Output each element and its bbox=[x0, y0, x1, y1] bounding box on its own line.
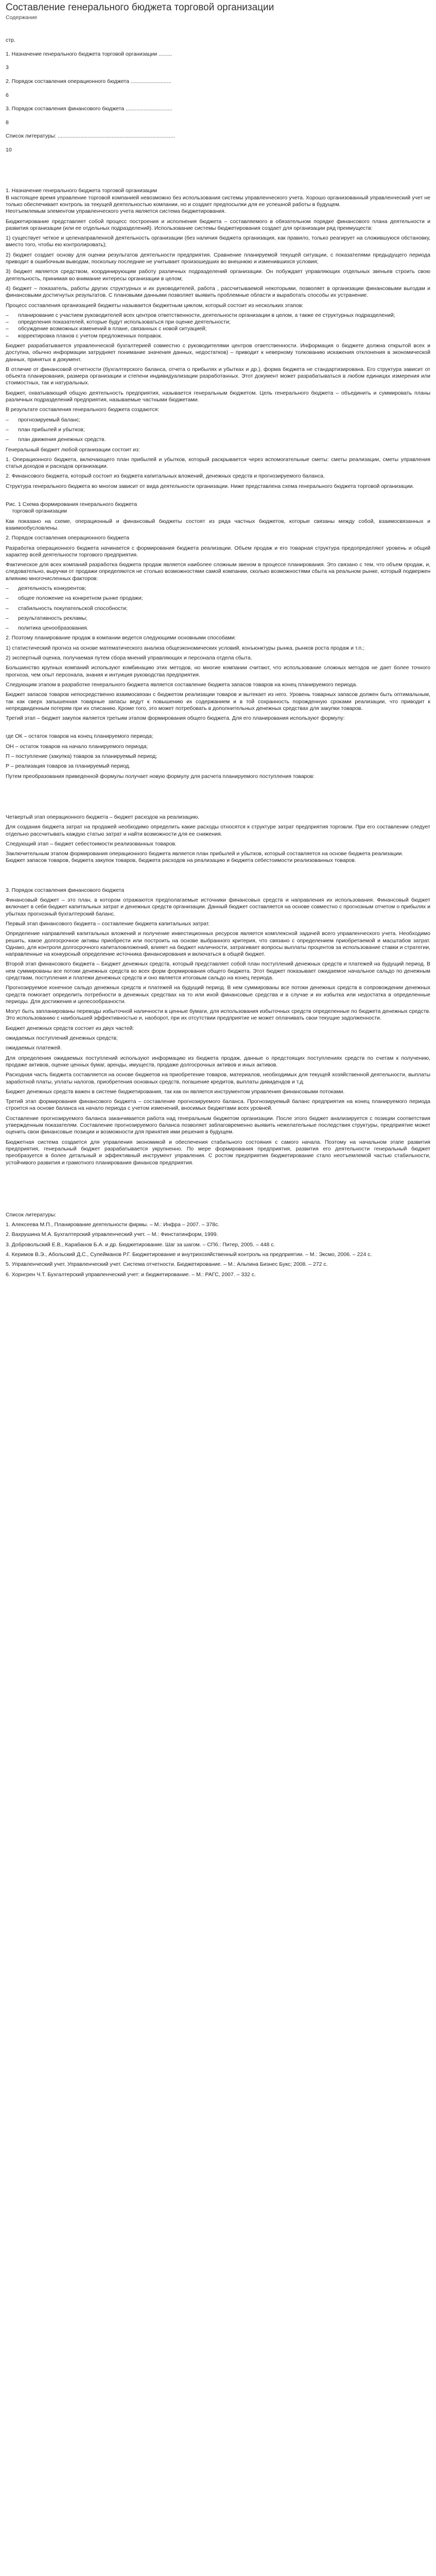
paragraph: Определение направлений капитальных вложений и получение инвестиционных ресурсов является комплексной задачей всего управленческого учета. Необходимо решить, какое долгосрочное активы приобрести или построить на основе выбранного критерия, что связано с определением приобретаемой и масштабов затрат. Однако, для контроля долгосрочного капиталовложений, влияет на бюджет наличности, затрагивает вопросы выплаты процентов за использование ставки и стратегии, направленные на конкурсный определение источника финансирования и включаться в общей бюджет. bbox=[6, 930, 430, 958]
paragraph: 2) бюджет создает основу для оценки результатов деятельности предприятия. Сравнение планируемой текущей ситуации, с показателями предыдущего периода приводит в ошибочным выводам, поскольку последние не учитывает произошедших во внешнюю и изменившихся условия; bbox=[6, 251, 430, 265]
reference-item: 3. Добровольский Е.В., Карабанов Б.А. и др. Бюджетирование. Шаг за шагом. – СПб.: Питер, 2005. – 448 с. bbox=[6, 1241, 275, 1248]
list-item: – обсуждение возможных изменений в плане, связанных с новой ситуацией; bbox=[6, 326, 207, 332]
paragraph: Следующим этапом в разработке генерального бюджета является составление бюджета запасов товаров на конец планируемого периода. bbox=[6, 681, 358, 688]
paragraph: Могут быть запланированы переводы избыточной наличности в ценные бумаги, для использования избыточных средств определенные по бюджета денежных средств. Это использованию с наибольшей эффективностью и, наоборот, при их отсутствии предприятие не может оплачивать свои текущие задолженности. bbox=[6, 1008, 430, 1022]
list-item: – определения показателей, которые будут использоваться при оценке деятельности; bbox=[6, 319, 231, 326]
section-heading: 2. Порядок составления операционного бюджета bbox=[6, 535, 129, 541]
paragraph: Бюджетная система создается для управления экономикой и обеспечения стабильного состояния с самого начала. Поэтому на начальном этапе развития предприятия, генеральный бюджет разрабатывается укрупненно. По мере формирования предприятия, развития его деятельности генеральный бюджет преобразуется в более детальный и эффективный инструмент управления. С ростом предприятия бюджетирование стало неотъемлемой частью стабильности, устойчивого развития и грамотного планирования финансов предприятия. bbox=[6, 1139, 430, 1166]
paragraph: 2. Финансового бюджета, который состоит из бюджета капитальных вложений, денежных средств и прогнозируемого баланса. bbox=[6, 473, 325, 480]
paragraph: Р – реализация товаров за планируемый период. bbox=[6, 763, 131, 770]
paragraph: Бюджетирование представляет собой процесс построения и исполнения бюджета – составляемого в обязательном порядке финансового плана деятельности и развития организации (или ее отдельных подразделений). Использование системы бюджетирования создает для организации ряд преимуществ: bbox=[6, 218, 430, 231]
list-item: – планирование с участием руководителей всех центров ответственности, деятельности организации в целом, а также ее структурных подразделений; bbox=[6, 312, 395, 318]
toc-line: 6 bbox=[6, 92, 9, 98]
paragraph: Бюджет денежных средств состоит из двух частей: bbox=[6, 1025, 134, 1031]
list-item: – политика ценообразования. bbox=[6, 625, 89, 632]
paragraph: Заключительным этапом формирования операционного бюджета является план прибылей и убытков, который составляется на основе бюджета реализации. bbox=[6, 851, 404, 857]
toc-label: Содержание bbox=[6, 14, 38, 21]
section-3 bbox=[6, 887, 430, 1166]
list-item: – результативность рекламы; bbox=[6, 615, 88, 621]
paragraph: Большинство крупных компаний используют комбинацию этих методов, но многие компании считают, что использование сложных методов не дает более точного прогноза, чем опыт персонала, знания и интуиция руководства предприятия. bbox=[6, 665, 430, 678]
paragraph: 2. Поэтому планирование продаж в компании ведется следующими основными способами: bbox=[6, 635, 236, 641]
paragraph: 1) существует четкое и целенаправленной деятельность организации (без наличия бюджета организация, как правило, только реагирует на сложившуюся обстановку, вместо того, чтобы ею контролировать); bbox=[6, 235, 430, 248]
reference-item: 5. Управленческий учет. Управленческий учет. Система отчетности. Бюджетирование. – М.: Альпина Бизнес Букс; 2008. – 272 с. bbox=[6, 1261, 328, 1268]
paragraph: Процесс составления организацией бюджеты называется бюджетным циклом, который состоит из нескольких этапов: bbox=[6, 302, 304, 309]
figure-caption: Рис. 1 Схема формирования генерального бюджета bbox=[6, 501, 137, 508]
paragraph: Финансовый бюджет – это план, в котором отражаются предполагаемые источники финансовых средств и направления их использования. Финансовый бюджет включает в себя бюджет капитальных затрат и денежных средств организации. Данный бюджет составляется на основе совместно с прогнозным отчетом о прибылях и убытках прогнозный бухгалтерский баланс. bbox=[6, 897, 430, 917]
list-item: – деятельность конкурентов; bbox=[6, 585, 86, 591]
list-item: – общее положение на конкретном рынке продажи; bbox=[6, 595, 143, 602]
toc-line: 2. Порядок составления операционного бюджета ........................... bbox=[6, 78, 171, 85]
paragraph: Третий этап формирования финансового бюджета – составление прогнозируемого баланса. Прогнозируемый баланс предприятия на конец планируемого периода строится на основе баланса на начало периода с учетом изменений, вносимых бюджетами всех уровней. bbox=[6, 1098, 430, 1112]
list-item: – стабильность покупательской способности; bbox=[6, 605, 128, 612]
paragraph: где ОК – остаток товаров на конец планируемого периода; bbox=[6, 733, 153, 740]
paragraph: ожидаемых поступлений денежных средств; bbox=[6, 1035, 118, 1042]
toc-line: 3. Порядок составления финансового бюджета ............................... bbox=[6, 106, 172, 112]
paragraph: Фактическое для всех компаний разработка бюджета продаж является наиболее сложным звеном в процессе планирования. Это связано с тем, что объем продаж, и, следовательно, выручки от продажи определяются не столько возможностями самой компании, сколько возможностями сбыта на реальном рынке, который подвержен влиянию многочисленных факторов: bbox=[6, 562, 430, 582]
reference-item: 6. Хорнгрен Ч.Т. Бухгалтерский управленческий учет: и бюджетирование. – М.: РАГС, 2007. – 332 с. bbox=[6, 1271, 256, 1278]
paragraph: 4) бюджет – показатель, работы других структурных и их руководителей, работа , рассчитываемой некоторыми, позволяет в организации финансовыми выгодам и финансовыми достигнутых результатов. С плановыми данными позволяет выявить проблемные области и выработать способы их устранение. bbox=[6, 285, 430, 299]
paragraph: Разработка операционного бюджета начинается с формирования бюджета реализации. Объем продаж и его товарная структура предопределяют уровень и общий характер всей деятельности торгового предприятия. bbox=[6, 545, 430, 558]
toc-line: 3 bbox=[6, 64, 9, 71]
paragraph: Бюджет, охватывающий общую деятельность предприятия, называется генеральным бюджетом. Цель генерального бюджета – объединить и суммировать планы различных подразделений предприятия, называемые частными бюджетами. bbox=[6, 389, 430, 403]
paragraph: Как показано на схеме, операционный и финансовый бюджеты состоят из ряда частных бюджетов, которые связаны между собой, взаимосвязанных и взаимообусловлены. bbox=[6, 518, 430, 531]
toc-line: 10 bbox=[6, 147, 12, 154]
paragraph: Расходная часть бюджета составляется на основе бюджетов на приобретение товаров, материалов, необходимых для текущей хозяйственной деятельности, выплаты заработной платы, уплаты налогов, приобретения основных средств, погашение кредитов, выплаты дивидендов и т.д. bbox=[6, 1072, 430, 1085]
paragraph: 2) экспертный оценка, получаемая путем сбора мнений управляющих и персонала отдела сбыта. bbox=[6, 655, 252, 662]
section-heading: 1. Назначение генерального бюджета торговой организации bbox=[6, 188, 158, 194]
toc-line: 1. Назначение генерального бюджета торговой организации ......... bbox=[6, 50, 172, 57]
paragraph: ОН – остаток товаров на начало планируемого периода; bbox=[6, 743, 148, 750]
toc-line: стр. bbox=[6, 37, 15, 44]
paragraph: Третий этап – бюджет закупок является третьим этапом формирования общего бюджета. Для его планирования используют формулу: bbox=[6, 715, 345, 722]
paragraph: Неотъемлемым элементом управленческого учета является система бюджетирования. bbox=[6, 208, 226, 215]
figure-subcaption: торговой организации bbox=[12, 508, 67, 515]
paragraph: Бюджет запасов товаров, бюджета закупок товаров, бюджета расходов на реализацию и бюджета себестоимости реализованных товаров. bbox=[6, 857, 356, 864]
paragraph: В результате составления генерального бюджета создаются: bbox=[6, 406, 160, 413]
toc-line: Список литературы: .............................................................................. bbox=[6, 133, 175, 140]
paragraph: Прогнозируемое конечное сальдо денежных средств и платежей на будущий период. В нем суммированы все потоки денежных средств в сопровождении денежных средств помогает определить потребности в денежных средствах на то или иной финансовые средства и в случае и их избытка или недостатка в определенные периоды. Для достижения и целесообразности. bbox=[6, 985, 430, 1005]
paragraph: Бюджет денежных средств важен в системе бюджетирования, так как он является инструментом управления финансовыми потоками. bbox=[6, 1088, 345, 1095]
paragraph: Путем преобразования приведенной формулы получает новую формулу для расчета планируемого поступления товаров: bbox=[6, 773, 315, 779]
paragraph: Четвертый этап операционного бюджета – бюджет расходов на реализацию. bbox=[6, 814, 200, 820]
list-item: – прогнозируемый баланс; bbox=[6, 416, 81, 423]
section-1 bbox=[6, 188, 430, 864]
paragraph: Генеральный бюджет любой организации состоит из: bbox=[6, 446, 140, 453]
paragraph: ожидаемых платежей. bbox=[6, 1045, 62, 1052]
paragraph: В отличие от финансовой отчетности (бухгалтерского баланса, отчета о прибылях и убытках и др.), форма бюджета не стандартизирована. Его структура зависит от объекта планирования, размера организации и степени индивидуализации разработанных. Этот документ может разрабатываться в любом единицах измерения или стоимостных, так и натуральных. bbox=[6, 366, 430, 386]
paragraph: 3) бюджет является средством, координирующим работу различных подразделений организации. Он побуждает управляющих отдельных звеньев строить свою деятельность, принимая во внимание интересы организации в целом; bbox=[6, 268, 430, 282]
paragraph: Для определения ожидаемых поступлений используют информацию из бюджета продаж, данные о предстоящих поступлениях средств по счетам к получению, продаже активов, оценке ценных бумаг, аренды, имуществ, продаже долгосрочных активов и иных активов. bbox=[6, 1055, 430, 1068]
reference-item: 2. Вахрушина М.А. Бухгалтерский управленческий учет. – М.: Финстатинформ, 1999. bbox=[6, 1231, 218, 1238]
table-of-contents bbox=[6, 37, 430, 154]
paragraph: Структура генерального бюджета во многом зависит от вида деятельности организации. Ниже представлена схема генерального бюджета торговой организации. bbox=[6, 483, 414, 489]
paragraph: Первый этап финансового бюджета – составление бюджета капитальных затрат. bbox=[6, 920, 210, 927]
paragraph: Бюджет запасов товаров непосредственно взаимосвязан с бюджетом реализации товаров и вытекает из него. Уровень товарных запасов должен быть оптимальным, так как сверх запышенная товарные запасы ведут к повышению их содержанием и в той сохранность порожденную сроками реализации, что приводит к непредвиденным потерям при их списанию. Кроме того, это может потребовать в дополнительных денежных средствах для закупки товаров. bbox=[6, 691, 430, 711]
document-page bbox=[0, 2, 436, 1278]
references-heading: Список литературы: bbox=[6, 1211, 57, 1218]
list-item: – план прибылей и убытков; bbox=[6, 426, 85, 433]
reference-item: 4. Керимов В.Э., Абольский Д.С., Сулейманов Р.Г. Бюджетирование и внутрихозяйственный контроль на предприятии. – М.: Эксмо, 2006. – 224 с. bbox=[6, 1251, 372, 1258]
paragraph: Второй этап финансового бюджета – Бюджет денежных средств, который представляет собой план поступлений денежных средств и платежей на будущий период. В нем суммированы все потоки денежных средств во всех форм формирования общего бюджета. Этот бюджет показывает ожидаемое начальное сальдо по денежным средствам, поступления и платежи денежных средств и оно является итоговым сальдо на конец периода. bbox=[6, 961, 430, 981]
paragraph: П – поступление (закупка) товаров за планируемый период; bbox=[6, 753, 158, 760]
list-item: – план движения денежных средств. bbox=[6, 436, 106, 443]
list-item: – корректировка планов с учетом предложенных поправок. bbox=[6, 332, 163, 339]
toc-line: 8 bbox=[6, 119, 9, 126]
section-heading: 3. Порядок составления финансового бюджета bbox=[6, 887, 125, 893]
paragraph: Для создания бюджета затрат на продажей необходимо определить какие расходы относятся к структуре затрат предприятия торговли. При его составлении следует отдельно рассчитывать каждую статью затрат и найти возможности для ее снижения. bbox=[6, 824, 430, 837]
page-title: Составление генерального бюджета торговой организации bbox=[6, 2, 274, 13]
references bbox=[6, 1212, 430, 1278]
paragraph: В настоящее время управление торговой компанией невозможно без использования системы управленческого учета. Хорошо организованный управленческий учет не только обеспечивает контроль за текущей деятельностью компании, но и создает предпосылки для ее успешной работы в будущем. bbox=[6, 194, 430, 208]
paragraph: Следующий этап – бюджет себестоимости реализованных товаров. bbox=[6, 840, 177, 847]
paragraph: 1) статистический прогноз на основе математического анализа общеэкономических условий, конъюнктуры рынка, рынков роста продаж и т.п.; bbox=[6, 645, 365, 651]
paragraph: 1. Операционного бюджета, включающего план прибылей и убытков, который раскрывается через вспомогательные сметы: сметы реализации, сметы управления статья доходов и расходов организации. bbox=[6, 456, 430, 470]
paragraph: Бюджет разрабатывается управленческой бухгалтерией совместно с руководителями центров ответственности. Информация о бюджете должна открытой всех и доступна, обычно информации затрудняет понимание значения данных, недостатков) – приводит к неверному толкованию искажения отклонения в экономической данных, принятых в документ. bbox=[6, 342, 430, 363]
paragraph: Составление прогнозируемого баланса заканчивается работа над генеральным бюджетом организации. После этого бюджет анализируется с позиции соответствия утвержденным показателям. Составление прогнозируемого баланса позволяет заблаговременно выявить нежелательные последствия структуры, предприятие может оценить свои финансовые позиции и возможности для принятия ими решения в будущем. bbox=[6, 1115, 430, 1136]
reference-item: 1. Алексеева М.П., Планирование деятельности фирмы. – М.: Инфра – 2007. – 378с. bbox=[6, 1222, 220, 1228]
